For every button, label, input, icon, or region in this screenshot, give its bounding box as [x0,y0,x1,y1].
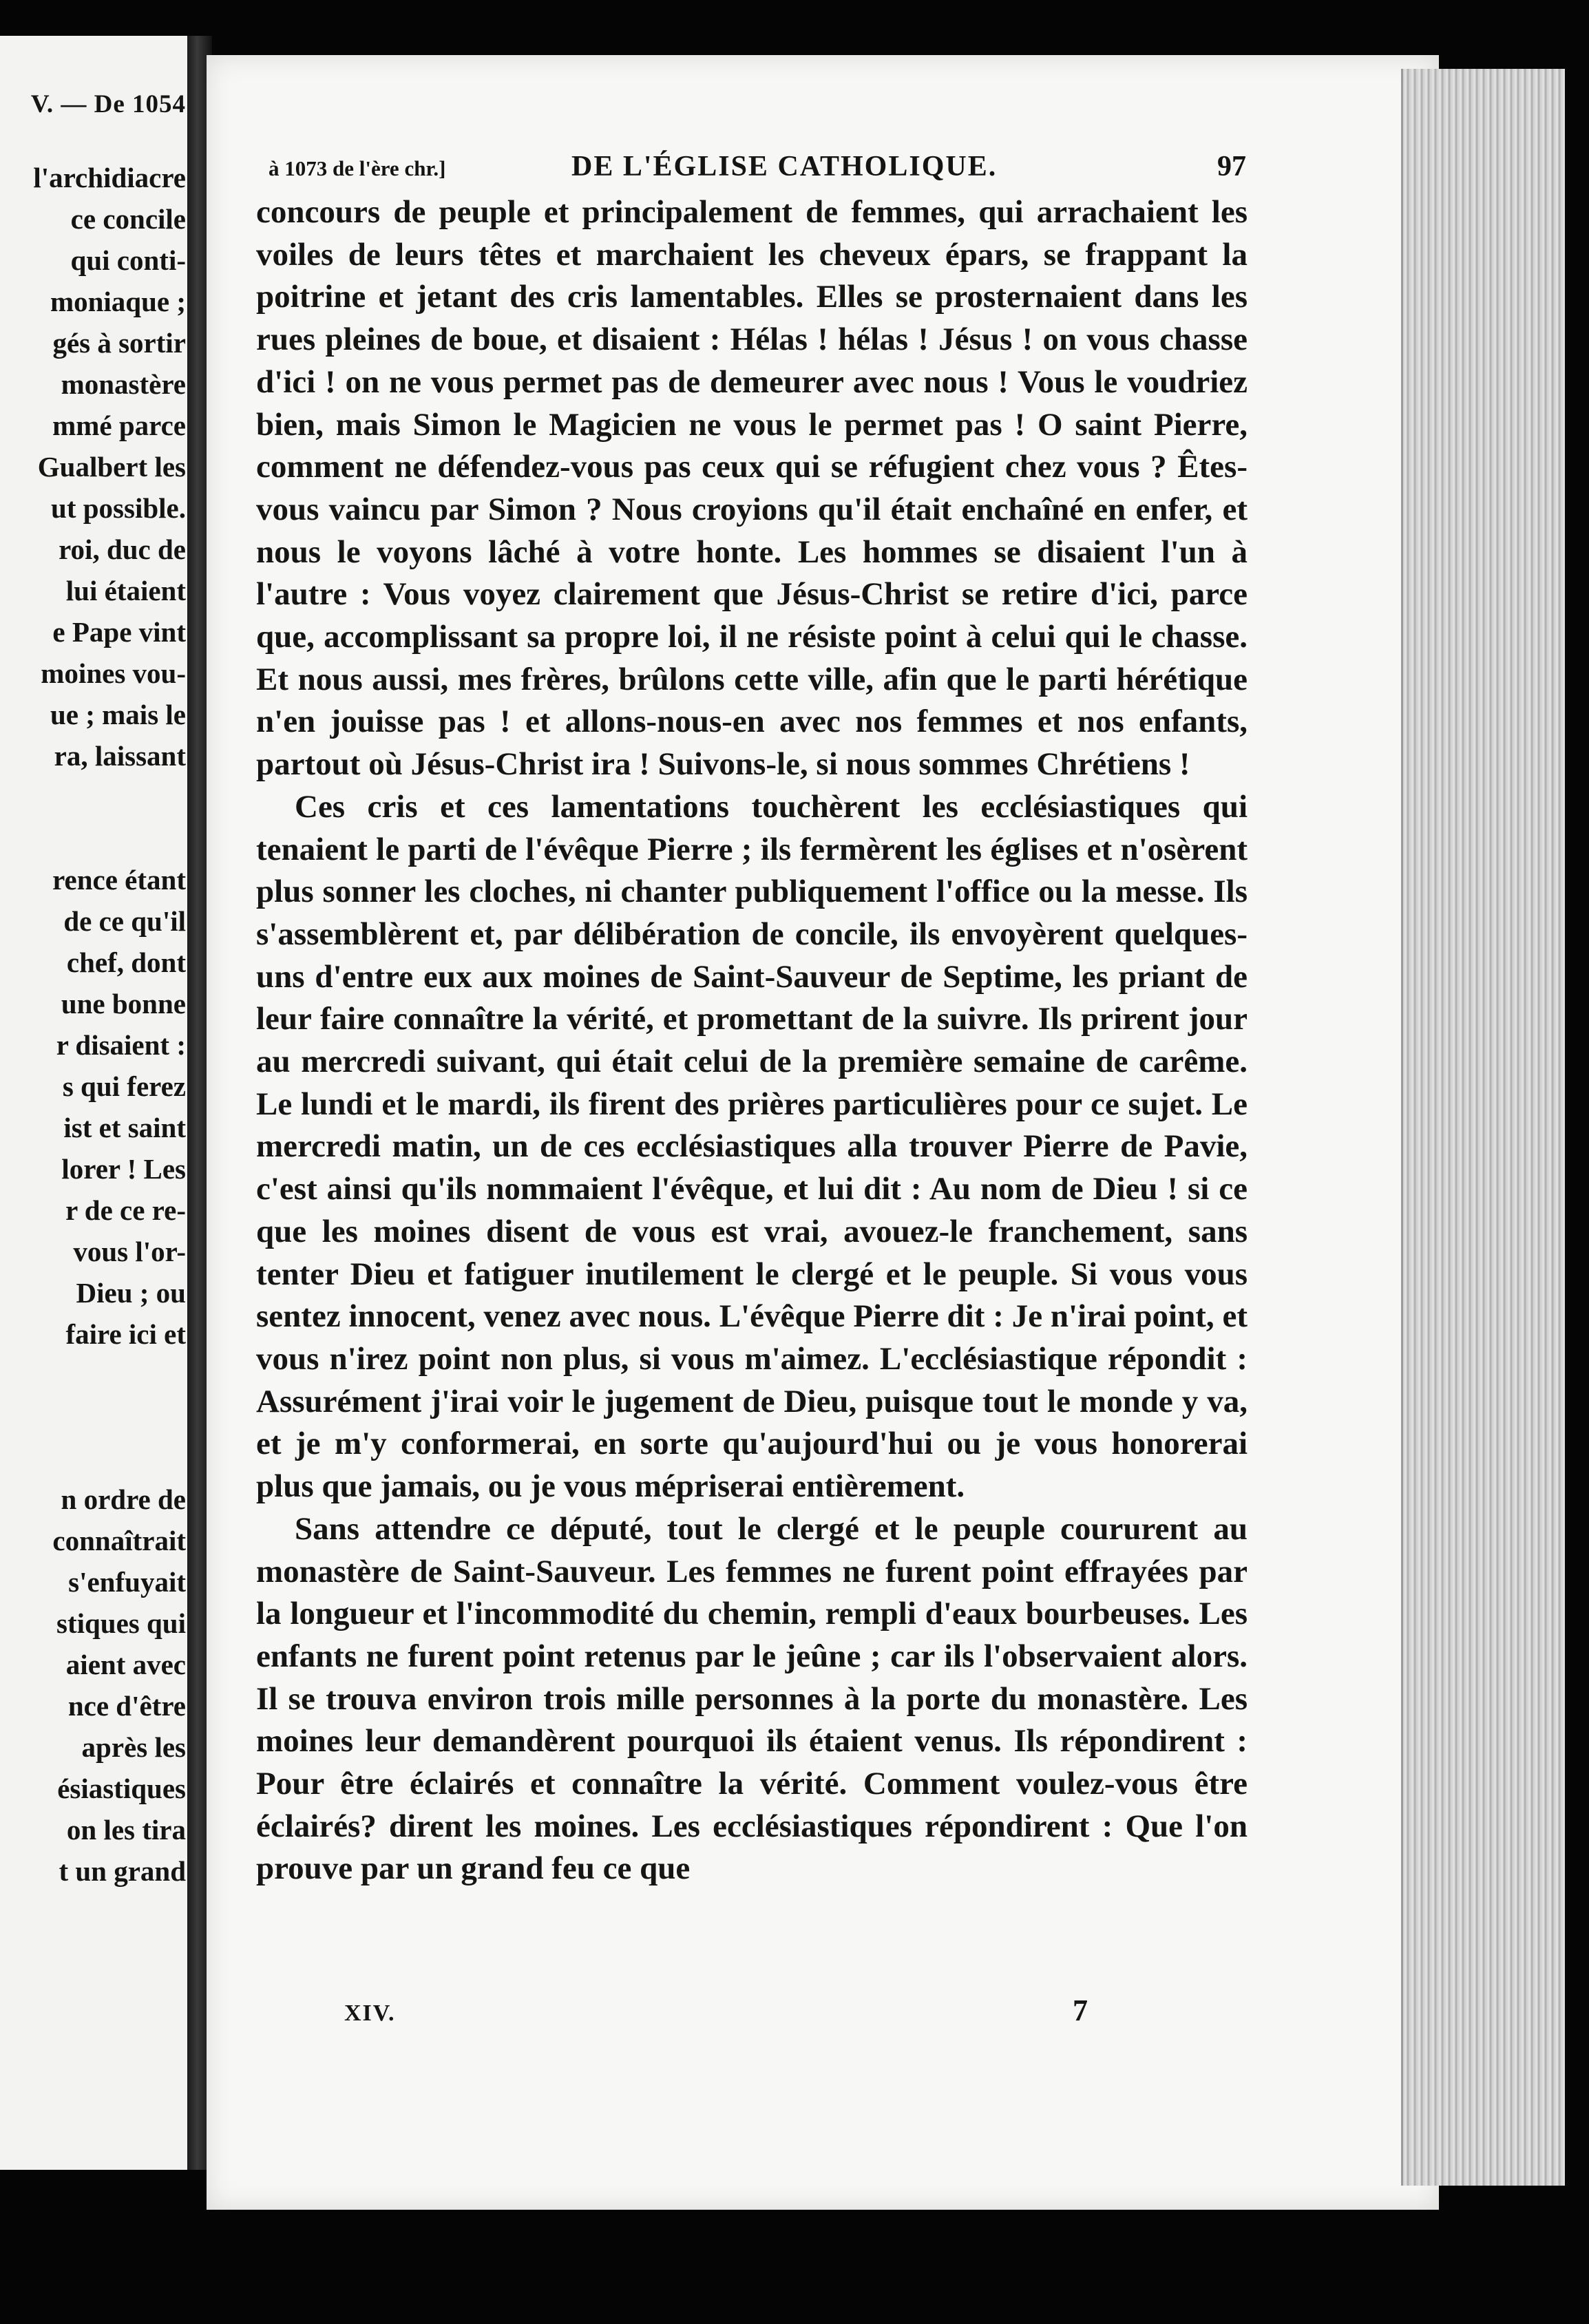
previous-page-gap [0,777,186,859]
previous-page-line: stiques qui [56,1607,186,1639]
previous-page-header: V. — De 1054 [30,90,186,118]
previous-page-line: moniaque ; [50,286,186,317]
running-header [269,150,1246,183]
previous-page-line: de ce qu'il [63,905,186,937]
page-footer [344,1993,1088,2028]
previous-page-line: chef, dont [66,947,186,978]
paragraph: Ces cris et ces lamentations touchèrent les ecclésiastiques qui tenaient le parti de l'évêque Pierre ; ils fermèrent les églises et n'osèrent plus sonner les cloches, ni chanter publiquement l'office ou la messe. Ils s'assemblèrent et, par délibération de concile, ils envoyèrent quelques-uns d'entre eux aux moines de Saint-Sauveur de Septime, les priant de leur faire connaître la vérité, et promettant de la suivre. Ils prirent jour au mercredi suivant, qui était celui de la première semaine de carême. Le lundi et le mardi, ils firent des prières particulières pour ce sujet. Le mercredi matin, un de ces ecclésiastiques alla trouver Pierre de Pavie, c'est ainsi qu'ils nommaient l'évêque, et lui dit : Au nom de Dieu ! si ce que les moines disent de vous est vrai, avouez-le franchement, sans tenter Dieu et fatiguer inutilement le clergé et le peuple. Si vous vous sentez innocent, venez avec nous. L'évêque Pierre dit : Je n'irai point, et vous n'irez point non plus, si vous m'aimez. L'ecclésiastique répondit : Assurément j'irai voir le jugement de Dieu, puisque tout le monde y va, et je m'y conformerai, en sorte qu'aujourd'hui ou je vous honorerai plus que jamais, ou je vous mépriserai entièrement. [256,788,1248,1505]
previous-page-line: aient avec [65,1649,186,1680]
header-title: DE L'ÉGLISE CATHOLIQUE. [571,151,998,182]
previous-page-line: qui conti- [70,244,186,276]
previous-page-line: ut possible. [51,492,186,524]
previous-page-line: s qui ferez [62,1070,186,1102]
previous-page-line: après les [81,1731,186,1763]
previous-page-line: une bonne [61,988,186,1020]
previous-page-gap [0,1355,186,1479]
previous-page-line: r disaient : [56,1029,186,1061]
previous-page-line: r de ce re- [65,1194,186,1226]
previous-page-line: roi, duc de [59,534,186,565]
previous-page-text [0,157,186,1892]
volume-signature: XIV. [344,2000,396,2026]
previous-page-line: connaîtrait [52,1525,186,1556]
signature-mark: 7 [1073,1994,1088,2027]
previous-page-line: Dieu ; ou [76,1277,186,1309]
previous-page-line: ésiastiques [57,1773,186,1804]
previous-page-line: moines vou- [41,657,186,689]
page-number: 97 [1217,151,1246,182]
previous-page-line: Gualbert les [37,451,186,483]
previous-page-line: e Pape vint [52,616,186,648]
previous-page-line: ce concile [70,203,186,235]
previous-page-line: rence étant [52,864,186,896]
previous-page-line: t un grand [59,1855,186,1887]
previous-page-line: vous l'or- [73,1236,186,1267]
previous-page-line: ist et saint [63,1112,186,1143]
paragraph: Sans attendre ce député, tout le clergé et le peuple coururent au monastère de Saint-Sauveur. Les femmes ne furent point effrayées par la longueur et l'incommodité du chemin, rempli d'eaux bourbeuses. Les enfants ne furent point retenus par le jeûne ; car ils l'observaient alors. Il se trouva environ trois mille personnes à la porte du monastère. Les moines leur demandèrent pourquoi ils étaient venus. Ils répondirent : Pour être éclairés et connaître la vérité. Comment voulez-vous être éclairés? dirent les moines. Les ecclésiastiques répondirent : Que l'on prouve par un grand feu ce que [256,1510,1248,1887]
previous-page-line: lui étaient [65,575,186,606]
previous-page-line: on les tira [66,1814,186,1846]
previous-page-line: nce d'être [67,1690,186,1722]
previous-page-line: gés à sortir [52,327,186,359]
previous-page-line: ue ; mais le [50,699,186,730]
previous-page-line: l'archidiacre [33,162,186,193]
previous-page-line: monastère [61,368,186,400]
previous-page-line: ra, laissant [54,740,186,772]
body-text [256,191,1248,1890]
previous-page-line: lorer ! Les [61,1153,186,1185]
paragraph: concours de peuple et principalement de femmes, qui arrachaient les voiles de leurs têtes et marchaient les cheveux épars, se frappant la poitrine et jetant des cris lamentables. Elles se prosternaient dans les rues pleines de boue, et disaient : Hélas ! hélas ! Jésus ! on vous chasse d'ici ! on ne vous permet pas de demeurer avec nous ! Vous le voudriez bien, mais Simon le Magicien ne vous le permet pas ! O saint Pierre, comment ne défendez-vous pas ceux qui se réfugient chez vous ? Êtes-vous vaincu par Simon ? Nous croyions qu'il était enchaîné en enfer, et nous le voyons lâché à votre honte. Les hommes se disaient l'un à l'autre : Vous voyez clairement que Jésus-Christ se retire d'ici, parce que, accomplissant sa propre loi, il ne résiste point à celui qui le chasse. Et nous aussi, mes frères, brûlons cette ville, afin que le parti hérétique n'en jouisse pas ! et allons-nous-en avec nos femmes et nos enfants, partout où Jésus-Christ ira ! Suivons-le, si nous sommes Chrétiens ! [256,194,1248,783]
previous-page-line: faire ici et [65,1318,186,1350]
previous-page-line: mmé parce [52,410,186,441]
previous-page-line: s'enfuyait [68,1566,186,1598]
header-date-range: à 1073 de l'ère chr.] [269,156,446,180]
previous-page-line: n ordre de [61,1483,186,1515]
page-stack-edge [1401,69,1565,2186]
